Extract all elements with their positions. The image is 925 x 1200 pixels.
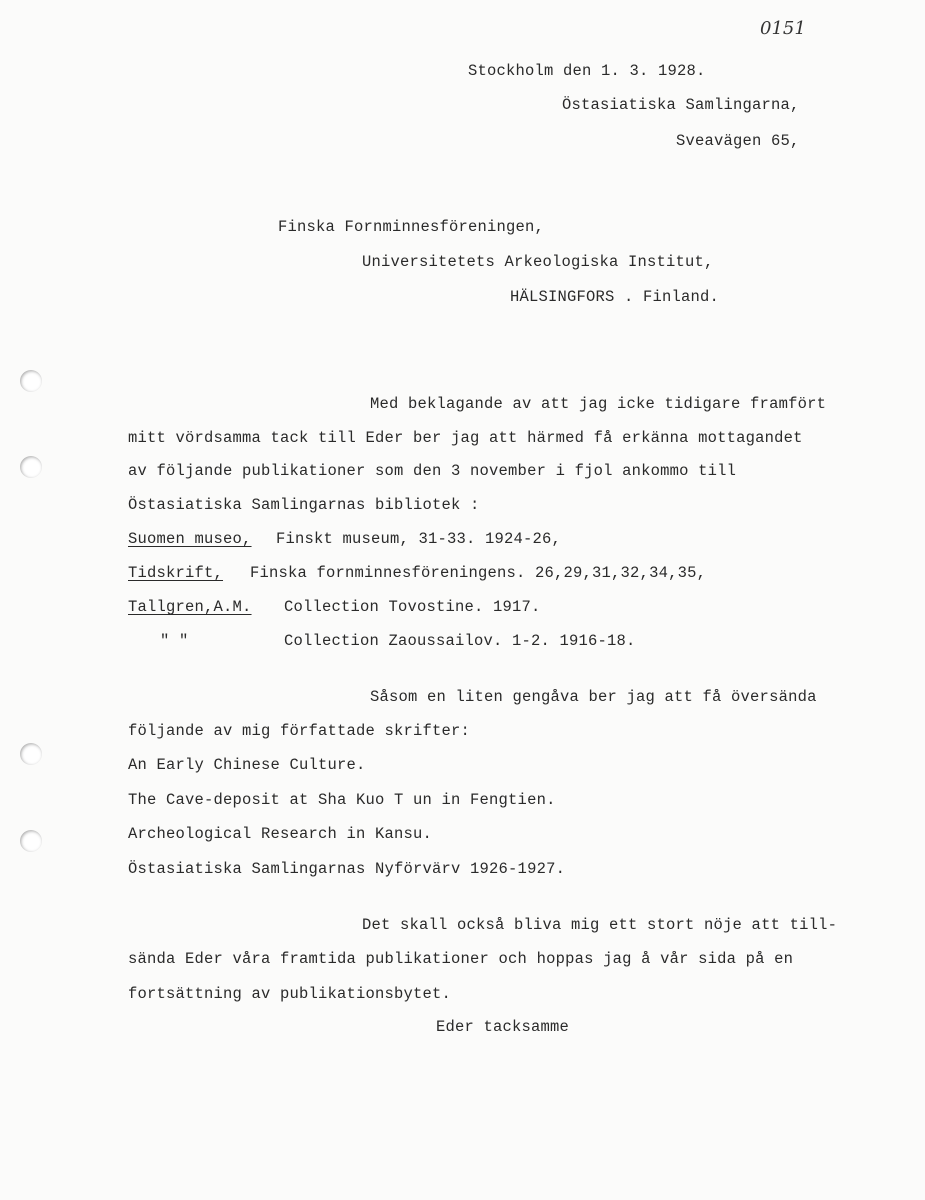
received-title: Suomen museo, — [128, 530, 252, 548]
paragraph-1-line-4: Östasiatiska Samlingarnas bibliotek : — [128, 496, 480, 514]
sent-publication: Östasiatiska Samlingarnas Nyförvärv 1926-1927. — [128, 860, 566, 878]
sender-street: Sveavägen 65, — [676, 132, 800, 150]
sent-publication: An Early Chinese Culture. — [128, 756, 366, 774]
recipient-line-1: Finska Fornminnesföreningen, — [278, 218, 545, 236]
paragraph-2-line-2: följande av mig författade skrifter: — [128, 722, 471, 740]
punch-hole — [20, 456, 42, 478]
punch-hole — [20, 743, 42, 765]
paragraph-1-line-3: av följande publikationer som den 3 november i fjol ankommo till — [128, 462, 737, 480]
closing: Eder tacksamme — [436, 1018, 570, 1036]
received-title: Tidskrift, — [128, 564, 224, 582]
paragraph-1-line-1: Med beklagande av att jag icke tidigare framfört — [370, 395, 827, 413]
punch-hole — [20, 830, 42, 852]
recipient-line-3: HÄLSINGFORS . Finland. — [510, 288, 720, 306]
paragraph-3-line-2: sända Eder våra framtida publikationer och hoppas jag å vår sida på en — [128, 950, 794, 968]
sent-publication: Archeological Research in Kansu. — [128, 825, 433, 843]
place-date: Stockholm den 1. 3. 1928. — [468, 62, 706, 80]
punch-hole — [20, 370, 42, 392]
received-detail: Collection Zaoussailov. 1-2. 1916-18. — [284, 632, 636, 650]
sent-publication: The Cave-deposit at Sha Kuo T un in Fengtien. — [128, 791, 556, 809]
paragraph-3-line-1: Det skall också bliva mig ett stort nöje att till- — [362, 916, 838, 934]
paragraph-1-line-2: mitt vördsamma tack till Eder ber jag att härmed få erkänna mottagandet — [128, 429, 803, 447]
archive-number: 0151 — [760, 18, 806, 39]
ditto-marks: " " — [160, 632, 189, 650]
received-detail: Finskt museum, 31-33. 1924-26, — [276, 530, 562, 548]
sender-organization: Östasiatiska Samlingarna, — [562, 96, 800, 114]
received-detail: Finska fornminnesföreningens. 26,29,31,32,34,35, — [250, 564, 707, 582]
received-detail: Collection Tovostine. 1917. — [284, 598, 541, 616]
received-title: Tallgren,A.M. — [128, 598, 252, 616]
recipient-line-2: Universitetets Arkeologiska Institut, — [362, 253, 714, 271]
paragraph-3-line-3: fortsättning av publikationsbytet. — [128, 985, 452, 1003]
paragraph-2-line-1: Såsom en liten gengåva ber jag att få översända — [370, 688, 817, 706]
